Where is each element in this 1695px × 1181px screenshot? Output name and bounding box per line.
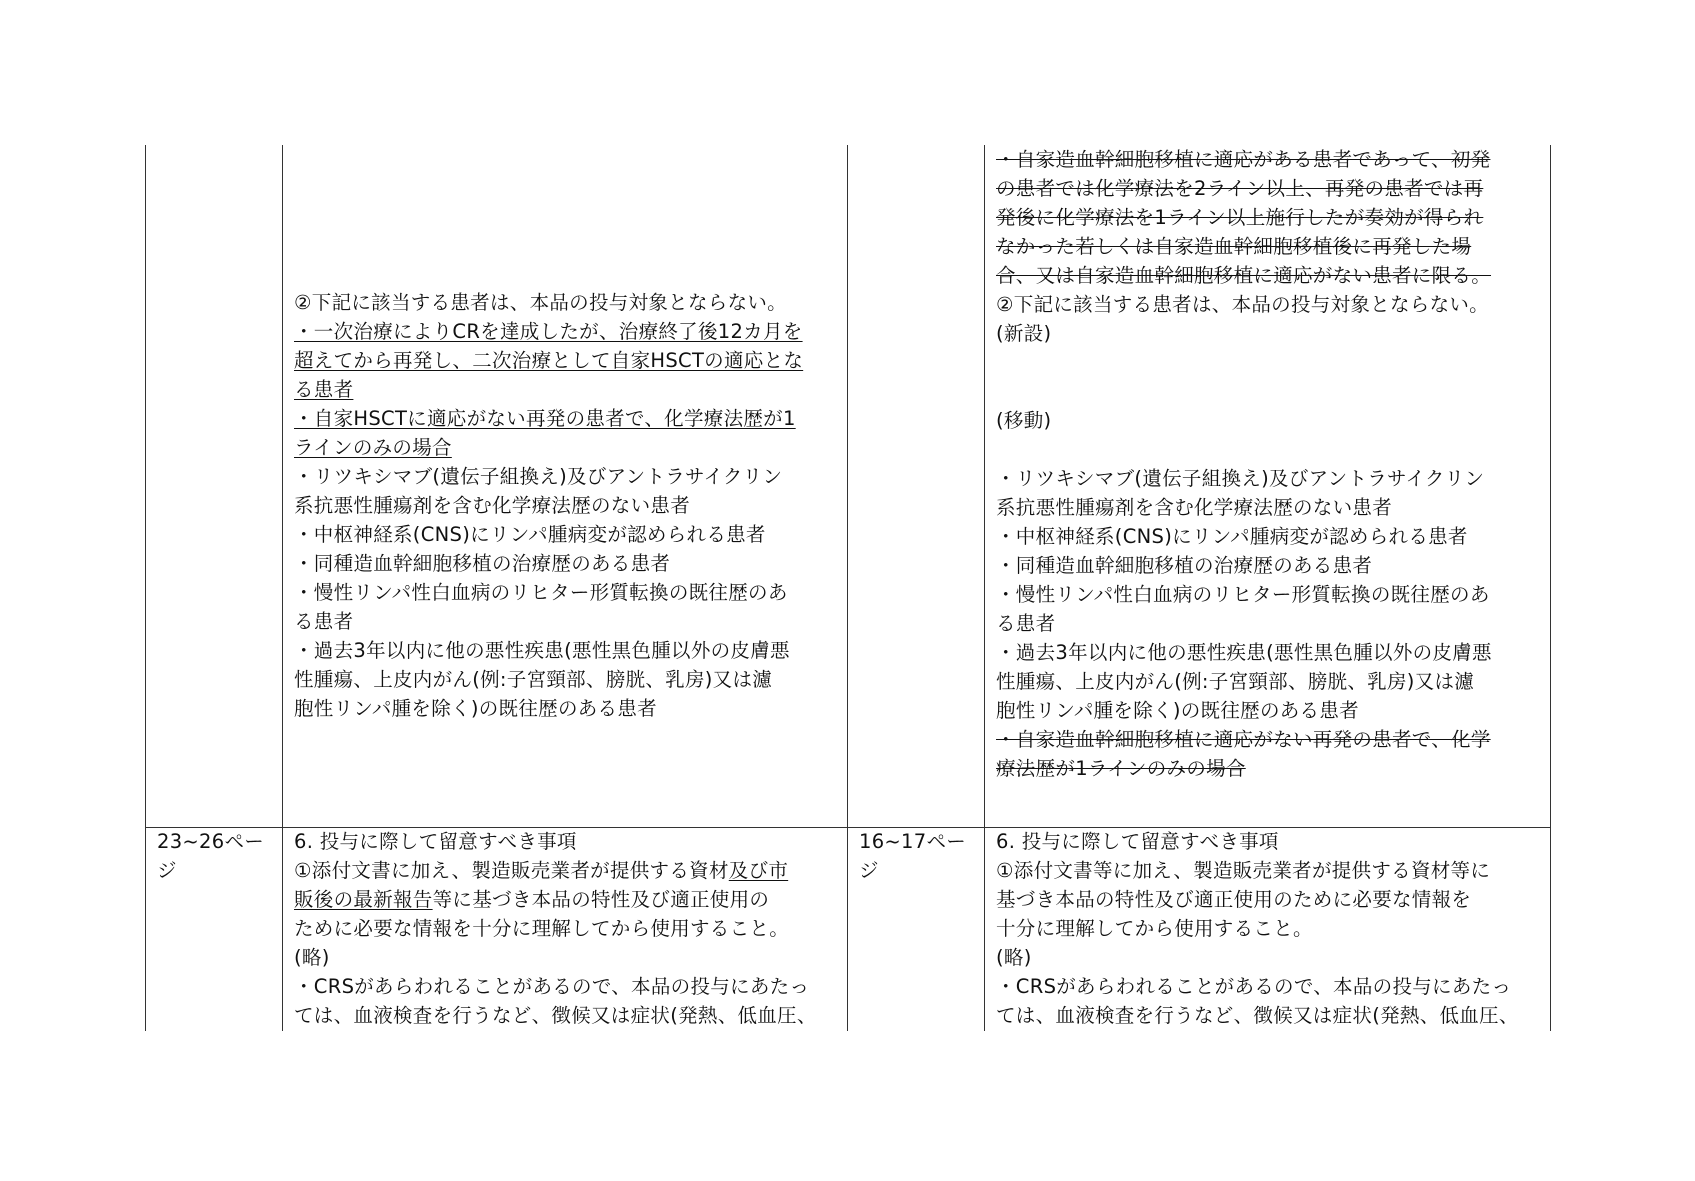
usage-line-1: ①添付文書等に加え、製造販売業者が提供する資材等に [996,859,1491,882]
page-ref-line-1: 16~17ペー [859,830,967,853]
crs-line-2: ては、血液検査を行うなど、徴候又は症状(発熱、低血圧、 [294,1004,817,1027]
abbreviation-label: (略) [996,946,1032,969]
exclusion-item-5-line-1: ・過去3年以内に他の悪性疾患(悪性黒色腫以外の皮膚悪 [996,641,1492,664]
exclusion-item-5-line-1: ・過去3年以内に他の悪性疾患(悪性黒色腫以外の皮膚悪 [294,639,790,662]
exclusion-item-3: ・同種造血幹細胞移植の治療歴のある患者 [996,554,1373,577]
added-item-1-line-2: 超えてから再発し、二次治療として自家HSCTの適応とな [294,349,804,372]
exclusion-item-4-line-1: ・慢性リンパ性白血病のリヒター形質転換の既往歴のあ [294,581,788,604]
usage-line-3: 十分に理解してから使用すること。 [996,917,1313,940]
page-ref-line-1: 23~26ペー [157,830,265,853]
usage-line-1 [294,856,842,885]
exclusion-item-1-line-2: 系抗悪性腫瘍剤を含む化学療法歴のない患者 [294,494,691,517]
usage-line-1-text: ①添付文書に加え、製造販売業者が提供する資材 [294,859,729,882]
exclusion-item-1-line-1: ・リツキシマブ(遺伝子組換え)及びアントラサイクリン [294,465,783,488]
added-item-2-line-1: ・自家HSCTに適応がない再発の患者で、化学療法歴が1 [294,407,796,430]
added-item-2-line-2: ラインのみの場合 [294,436,452,459]
crs-line-1: ・CRSがあらわれることがあるので、本品の投与にあたっ [996,975,1512,998]
comparison-table [145,145,1551,1031]
deleted-item-line-1: ・自家造血幹細胞移植に適応がある患者であって、初発 [996,148,1491,171]
deleted-item-line-4: なかった若しくは自家造血幹細胞移植後に再発した場 [996,235,1472,258]
exclusion-item-2: ・中枢神経系(CNS)にリンパ腫病変が認められる患者 [996,525,1468,548]
abbreviation-label: (略) [294,946,330,969]
section-heading: 6. 投与に際して留意すべき事項 [996,830,1279,853]
usage-line-2-text: 等に基づき本品の特性及び適正使用の [432,888,770,911]
exclusion-item-4-line-1: ・慢性リンパ性白血病のリヒター形質転換の既往歴のあ [996,583,1490,606]
exclusion-item-4-line-2: る患者 [996,612,1056,635]
added-item-1-line-3: る患者 [294,378,354,401]
upper-left-text-cell [294,288,842,723]
column-divider-3 [984,145,985,1031]
exclusion-heading: ②下記に該当する患者は、本品の投与対象とならない。 [294,291,787,314]
usage-line-2: 基づき本品の特性及び適正使用のために必要な情報を [996,888,1472,911]
exclusion-heading: ②下記に該当する患者は、本品の投与対象とならない。 [996,293,1489,316]
section-heading: 6. 投与に際して留意すべき事項 [294,830,577,853]
column-divider-1 [282,145,283,1031]
deleted-item-line-3: 発後に化学療法を1ライン以上施行したが奏効が得られ [996,206,1484,229]
exclusion-item-3: ・同種造血幹細胞移植の治療歴のある患者 [294,552,671,575]
table-border-right [1550,145,1551,1031]
lower-right-page-cell [859,827,983,885]
page-ref-line-2: ジ [859,859,879,882]
exclusion-item-1-line-1: ・リツキシマブ(遺伝子組換え)及びアントラサイクリン [996,467,1485,490]
lower-left-page-cell [157,827,281,885]
lower-left-text-cell [294,827,842,1030]
exclusion-item-5-line-2: 性腫瘍、上皮内がん(例:子宮頸部、膀胱、乳房)又は濾 [996,670,1475,693]
moved-label: (移動) [996,409,1052,432]
spacer-line [996,348,1544,377]
table-border-left [145,145,146,1031]
usage-line-2-added: 販後の最新報告 [294,888,433,911]
exclusion-item-4-line-2: る患者 [294,610,354,633]
usage-line-1-added: 及び市 [728,859,789,882]
deleted-item-line-5: 合、又は自家造血幹細胞移植に適応がない患者に限る。 [996,264,1492,287]
deleted-tail-line-1: ・自家造血幹細胞移植に適応がない再発の患者で、化学 [996,728,1491,751]
spacer-line [996,435,1544,464]
exclusion-item-5-line-3: 胞性リンパ腫を除く)の既往歴のある患者 [294,697,657,720]
exclusion-item-5-line-2: 性腫瘍、上皮内がん(例:子宮頸部、膀胱、乳房)又は濾 [294,668,773,691]
usage-line-3: ために必要な情報を十分に理解してから使用すること。 [294,917,790,940]
deleted-tail-line-2: 療法歴が1ラインのみの場合 [996,757,1246,780]
upper-right-text-cell [996,145,1544,783]
crs-line-2: ては、血液検査を行うなど、徴候又は症状(発熱、低血圧、 [996,1004,1519,1027]
exclusion-item-2: ・中枢神経系(CNS)にリンパ腫病変が認められる患者 [294,523,766,546]
column-divider-2 [847,145,848,1031]
new-label: (新設) [996,322,1052,345]
lower-right-text-cell [996,827,1544,1030]
deleted-item-line-2: の患者では化学療法を2ライン以上、再発の患者では再 [996,177,1484,200]
crs-line-1: ・CRSがあらわれることがあるので、本品の投与にあたっ [294,975,810,998]
usage-line-2 [294,885,842,914]
page-ref-line-2: ジ [157,859,177,882]
added-item-1-line-1: ・一次治療によりCRを達成したが、治療終了後12カ月を [294,320,803,343]
spacer-line [996,377,1544,406]
exclusion-item-1-line-2: 系抗悪性腫瘍剤を含む化学療法歴のない患者 [996,496,1393,519]
exclusion-item-5-line-3: 胞性リンパ腫を除く)の既往歴のある患者 [996,699,1359,722]
